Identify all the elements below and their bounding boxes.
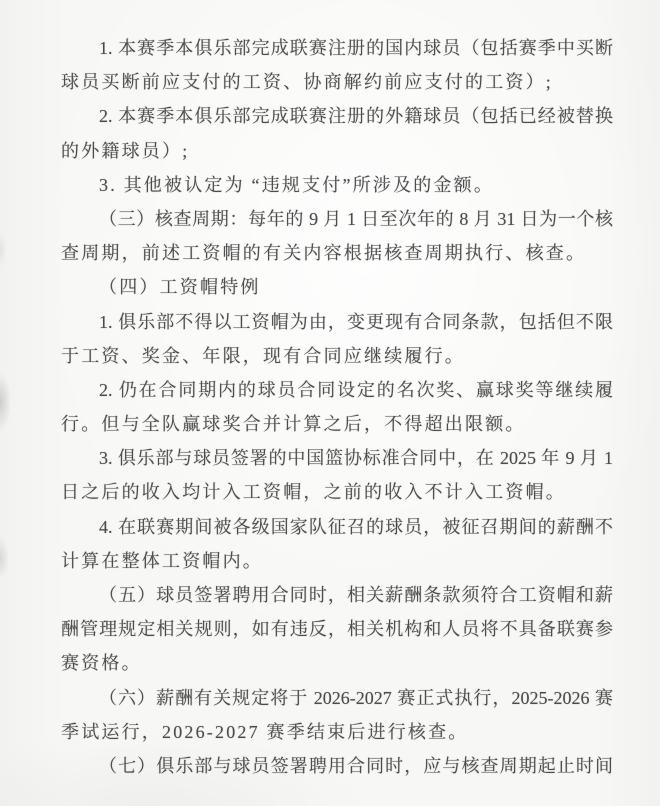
text-line: （七）俱乐部与球员签署聘用合同时，应与核查周期起止时间	[99, 755, 613, 776]
text-line: 日之后的收入均计入工资帽，之前的收入不计入工资帽。	[61, 482, 566, 503]
text-line: 的外籍球员）;	[61, 140, 190, 161]
text-line: 1. 本赛季本俱乐部完成联赛注册的国内球员（包括赛季中买断	[99, 38, 613, 58]
text-line: （四）工资帽特例	[99, 277, 261, 298]
text-line: 4. 在联赛期间被各级国家队征召的球员，被征召期间的薪酬不	[99, 516, 613, 537]
text-line: 行。但与全队赢球奖合并计算之后，不得超出限额。	[61, 414, 526, 435]
text-line: 查周期，前述工资帽的有关内容根据核查周期执行、核查。	[61, 243, 587, 264]
text-line: 2. 本赛季本俱乐部完成联赛注册的外籍球员（包括已经被替换	[99, 106, 613, 127]
text-line: 3. 其他被认定为 “违规支付”所涉及的金额。	[99, 174, 495, 195]
text-line: 季试运行，2026-2027 赛季结束后进行核查。	[61, 721, 469, 742]
text-line: 球员买断前应支付的工资、协商解约前应支付的工资）;	[61, 72, 553, 93]
text-line: 酬管理规定相关规则，如有违反，相关机构和人员将不具备联赛参	[61, 619, 613, 640]
text-line: （三）核查周期：每年的 9 月 1 日至次年的 8 月 31 日为一个核	[99, 208, 613, 229]
text-line: 1. 俱乐部不得以工资帽为由，变更现有合同条款，包括但不限	[99, 311, 613, 332]
text-line: 赛资格。	[61, 653, 142, 674]
text-line: （六）薪酬有关规定将于 2026-2027 赛正式执行，2025-2026 赛	[99, 687, 613, 708]
text-line: （五）球员签署聘用合同时，相关薪酬条款须符合工资帽和薪	[99, 585, 613, 605]
text-line: 计算在整体工资帽内。	[61, 550, 263, 571]
text-line: 于工资、奖金、年限，现有合同应继续履行。	[61, 345, 465, 366]
text-line: 2. 仍在合同期内的球员合同设定的名次奖、赢球奖等继续履	[99, 379, 613, 400]
document-text-block	[61, 31, 613, 783]
text-line: 3. 俱乐部与球员签署的中国篮协标准合同中，在 2025 年 9 月 1	[99, 448, 613, 469]
